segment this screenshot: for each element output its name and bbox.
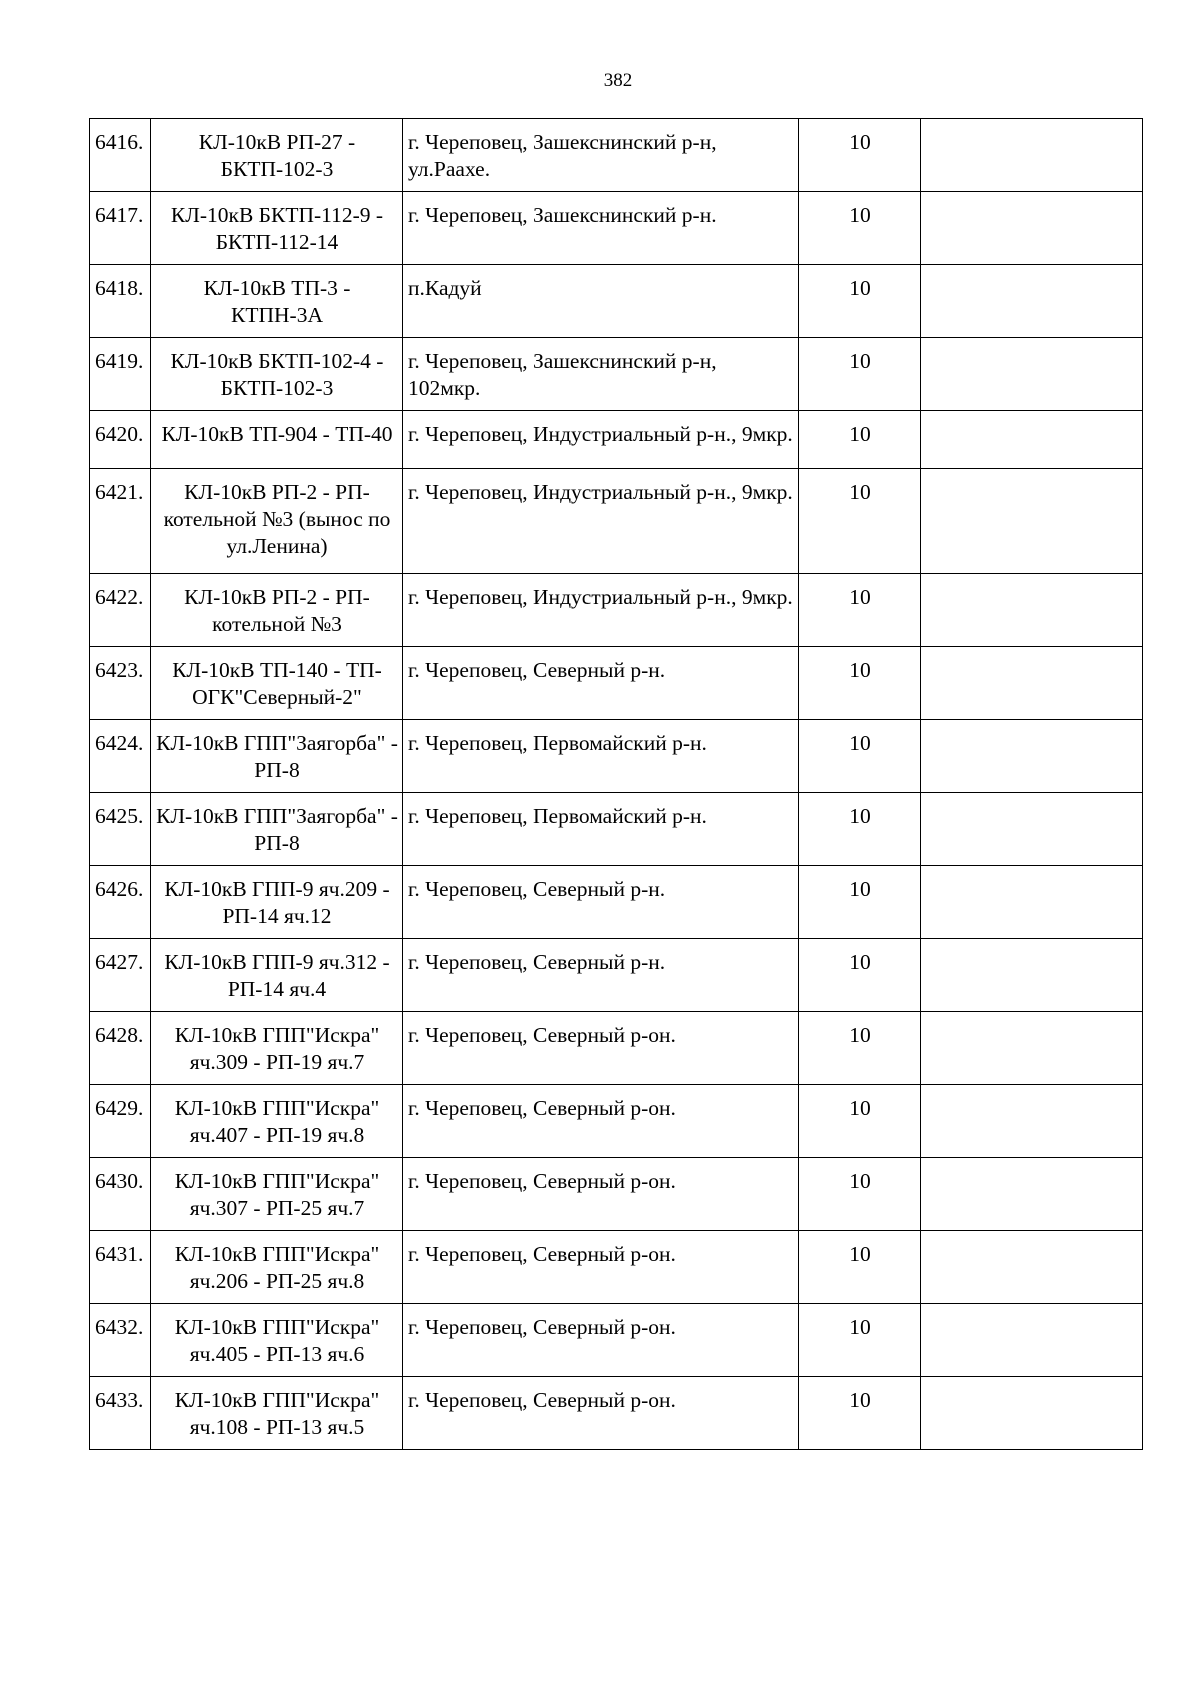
extra-cell bbox=[921, 793, 1143, 866]
row-number-cell: 6423. bbox=[90, 647, 151, 720]
row-number-cell: 6418. bbox=[90, 265, 151, 338]
table-row bbox=[90, 469, 1143, 574]
table-row bbox=[90, 1158, 1143, 1231]
voltage-cell: 10 bbox=[799, 469, 921, 574]
address-cell: г. Череповец, Северный р-н. bbox=[403, 866, 799, 939]
extra-cell bbox=[921, 1304, 1143, 1377]
voltage-cell: 10 bbox=[799, 119, 921, 192]
address-cell: г. Череповец, Северный р-он. bbox=[403, 1158, 799, 1231]
row-number-cell: 6420. bbox=[90, 411, 151, 469]
table-row bbox=[90, 1304, 1143, 1377]
extra-cell bbox=[921, 411, 1143, 469]
row-number-cell: 6431. bbox=[90, 1231, 151, 1304]
address-cell: п.Кадуй bbox=[403, 265, 799, 338]
table-row bbox=[90, 411, 1143, 469]
line-name-cell: КЛ-10кВ ГПП"Искра" яч.108 - РП-13 яч.5 bbox=[151, 1377, 403, 1450]
row-number-cell: 6425. bbox=[90, 793, 151, 866]
line-name-cell: КЛ-10кВ ГПП-9 яч.312 - РП-14 яч.4 bbox=[151, 939, 403, 1012]
address-cell: г. Череповец, Северный р-он. bbox=[403, 1304, 799, 1377]
table-body bbox=[90, 119, 1143, 1450]
voltage-cell: 10 bbox=[799, 1012, 921, 1085]
extra-cell bbox=[921, 1085, 1143, 1158]
voltage-cell: 10 bbox=[799, 338, 921, 411]
line-name-cell: КЛ-10кВ РП-27 - БКТП-102-3 bbox=[151, 119, 403, 192]
address-cell: г. Череповец, Северный р-н. bbox=[403, 647, 799, 720]
voltage-cell: 10 bbox=[799, 411, 921, 469]
table-row bbox=[90, 720, 1143, 793]
extra-cell bbox=[921, 1158, 1143, 1231]
line-name-cell: КЛ-10кВ ГПП-9 яч.209 - РП-14 яч.12 bbox=[151, 866, 403, 939]
table-row bbox=[90, 647, 1143, 720]
row-number-cell: 6424. bbox=[90, 720, 151, 793]
row-number-cell: 6422. bbox=[90, 574, 151, 647]
line-name-cell: КЛ-10кВ ГПП"Заягорба" - РП-8 bbox=[151, 793, 403, 866]
voltage-cell: 10 bbox=[799, 866, 921, 939]
address-cell: г. Череповец, Северный р-он. bbox=[403, 1231, 799, 1304]
table-row bbox=[90, 793, 1143, 866]
address-cell: г. Череповец, Зашекснинский р-н, ул.Раахе. bbox=[403, 119, 799, 192]
address-cell: г. Череповец, Первомайский р-н. bbox=[403, 793, 799, 866]
extra-cell bbox=[921, 265, 1143, 338]
table-row bbox=[90, 1085, 1143, 1158]
voltage-cell: 10 bbox=[799, 1304, 921, 1377]
row-number-cell: 6428. bbox=[90, 1012, 151, 1085]
table-row bbox=[90, 1377, 1143, 1450]
line-name-cell: КЛ-10кВ РП-2 - РП-котельной №3 (вынос по ул.Ленина) bbox=[151, 469, 403, 574]
line-name-cell: КЛ-10кВ ГПП"Искра" яч.407 - РП-19 яч.8 bbox=[151, 1085, 403, 1158]
extra-cell bbox=[921, 1231, 1143, 1304]
voltage-cell: 10 bbox=[799, 1377, 921, 1450]
table-row bbox=[90, 265, 1143, 338]
table-row bbox=[90, 338, 1143, 411]
address-cell: г. Череповец, Северный р-он. bbox=[403, 1377, 799, 1450]
line-name-cell: КЛ-10кВ ТП-3 - КТПН-3А bbox=[151, 265, 403, 338]
extra-cell bbox=[921, 338, 1143, 411]
row-number-cell: 6432. bbox=[90, 1304, 151, 1377]
table-row bbox=[90, 192, 1143, 265]
voltage-cell: 10 bbox=[799, 574, 921, 647]
extra-cell bbox=[921, 119, 1143, 192]
extra-cell bbox=[921, 939, 1143, 1012]
extra-cell bbox=[921, 1377, 1143, 1450]
line-name-cell: КЛ-10кВ ГПП"Искра" яч.206 - РП-25 яч.8 bbox=[151, 1231, 403, 1304]
voltage-cell: 10 bbox=[799, 720, 921, 793]
extra-cell bbox=[921, 1012, 1143, 1085]
address-cell: г. Череповец, Зашекснинский р-н. bbox=[403, 192, 799, 265]
voltage-cell: 10 bbox=[799, 192, 921, 265]
row-number-cell: 6426. bbox=[90, 866, 151, 939]
line-name-cell: КЛ-10кВ БКТП-112-9 - БКТП-112-14 bbox=[151, 192, 403, 265]
address-cell: г. Череповец, Северный р-н. bbox=[403, 939, 799, 1012]
address-cell: г. Череповец, Индустриальный р-н., 9мкр. bbox=[403, 574, 799, 647]
extra-cell bbox=[921, 574, 1143, 647]
row-number-cell: 6417. bbox=[90, 192, 151, 265]
extra-cell bbox=[921, 647, 1143, 720]
line-name-cell: КЛ-10кВ ГПП"Искра" яч.309 - РП-19 яч.7 bbox=[151, 1012, 403, 1085]
voltage-cell: 10 bbox=[799, 1158, 921, 1231]
extra-cell bbox=[921, 469, 1143, 574]
address-cell: г. Череповец, Индустриальный р-н., 9мкр. bbox=[403, 469, 799, 574]
row-number-cell: 6427. bbox=[90, 939, 151, 1012]
extra-cell bbox=[921, 866, 1143, 939]
voltage-cell: 10 bbox=[799, 1085, 921, 1158]
table-row bbox=[90, 939, 1143, 1012]
table-row bbox=[90, 574, 1143, 647]
voltage-cell: 10 bbox=[799, 793, 921, 866]
voltage-cell: 10 bbox=[799, 265, 921, 338]
line-name-cell: КЛ-10кВ ГПП"Искра" яч.405 - РП-13 яч.6 bbox=[151, 1304, 403, 1377]
table-row bbox=[90, 1012, 1143, 1085]
row-number-cell: 6421. bbox=[90, 469, 151, 574]
line-name-cell: КЛ-10кВ ГПП"Заягорба" - РП-8 bbox=[151, 720, 403, 793]
voltage-cell: 10 bbox=[799, 1231, 921, 1304]
address-cell: г. Череповец, Северный р-он. bbox=[403, 1012, 799, 1085]
address-cell: г. Череповец, Первомайский р-н. bbox=[403, 720, 799, 793]
address-cell: г. Череповец, Северный р-он. bbox=[403, 1085, 799, 1158]
table-row bbox=[90, 866, 1143, 939]
row-number-cell: 6433. bbox=[90, 1377, 151, 1450]
row-number-cell: 6416. bbox=[90, 119, 151, 192]
line-name-cell: КЛ-10кВ РП-2 - РП-котельной №3 bbox=[151, 574, 403, 647]
cable-lines-table bbox=[89, 118, 1143, 1450]
address-cell: г. Череповец, Зашекснинский р-н, 102мкр. bbox=[403, 338, 799, 411]
row-number-cell: 6419. bbox=[90, 338, 151, 411]
line-name-cell: КЛ-10кВ ГПП"Искра" яч.307 - РП-25 яч.7 bbox=[151, 1158, 403, 1231]
table-row bbox=[90, 1231, 1143, 1304]
row-number-cell: 6429. bbox=[90, 1085, 151, 1158]
row-number-cell: 6430. bbox=[90, 1158, 151, 1231]
voltage-cell: 10 bbox=[799, 939, 921, 1012]
address-cell: г. Череповец, Индустриальный р-н., 9мкр. bbox=[403, 411, 799, 469]
line-name-cell: КЛ-10кВ ТП-140 - ТП-ОГК"Северный-2" bbox=[151, 647, 403, 720]
extra-cell bbox=[921, 720, 1143, 793]
table-row bbox=[90, 119, 1143, 192]
line-name-cell: КЛ-10кВ ТП-904 - ТП-40 bbox=[151, 411, 403, 469]
extra-cell bbox=[921, 192, 1143, 265]
page-number: 382 bbox=[603, 70, 633, 91]
voltage-cell: 10 bbox=[799, 647, 921, 720]
line-name-cell: КЛ-10кВ БКТП-102-4 - БКТП-102-3 bbox=[151, 338, 403, 411]
